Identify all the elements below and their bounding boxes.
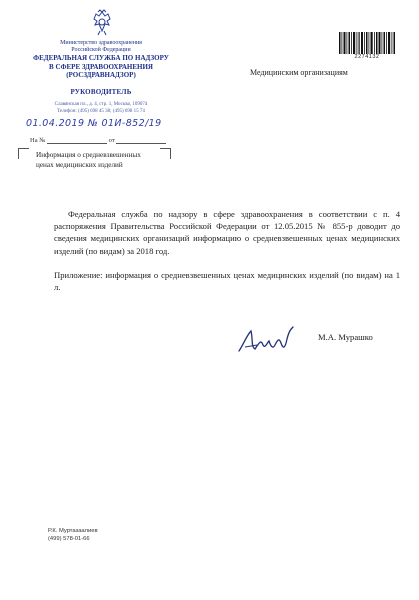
agency-address (26, 102, 176, 115)
ministry-name (26, 40, 176, 54)
barcode-icon (339, 32, 395, 54)
handwritten-signature-icon (237, 325, 299, 355)
executor-phone: (499) 578-01-66 (48, 536, 90, 542)
reply-middle: от (108, 137, 115, 144)
subject (36, 150, 186, 170)
executor-name: Р.К. Муртазаалиев (48, 528, 98, 534)
reply-prefix: На № (30, 137, 46, 144)
barcode-number: 2274132 (354, 54, 380, 60)
reply-date-blank (116, 143, 166, 144)
signer-name: М.А. Мурашко (318, 332, 373, 342)
attachment-note: Приложение: информация о средневзвешенных ценах медицинских изделий (по видам) на 1 л. (54, 270, 400, 293)
ministry-line: Российской Федерации (71, 47, 131, 53)
agency-line: ФЕДЕРАЛЬНАЯ СЛУЖБА ПО НАДЗОРУ (33, 54, 169, 62)
address-line: Славянская пл., д. 4, стр. 1, Москва, 109074 (54, 102, 148, 107)
subject-line: ценах медицинских изделий (36, 161, 123, 169)
reply-reference-line (30, 137, 200, 144)
head-title: РУКОВОДИТЕЛЬ (70, 88, 132, 96)
coat-of-arms-icon (88, 9, 116, 37)
body-paragraph: Федеральная служба по надзору в сфере здравоохранения в соответствии с п. 4 распоряжения Правительства Российской Федерации от 12.05.2015 № 855-р доводит до сведения медицинских организаций информацию о средневзвешенных ценах медицинских изделий (по видам) за 2018 год. (54, 209, 400, 256)
address-line: Телефон: (495) 698 45 38; (495) 698 15 74 (57, 108, 145, 114)
agency-line: В СФЕРЕ ЗДРАВООХРАНЕНИЯ (49, 62, 153, 71)
agency-name (26, 54, 176, 80)
executor-info (48, 527, 98, 543)
subject-line: Информация о средневзвешенных (36, 151, 141, 159)
ministry-line: Министерство здравоохранения (60, 40, 142, 46)
recipient: Медицинским организациям (250, 68, 348, 77)
agency-line: (РОСЗДРАВНАДЗОР) (66, 71, 136, 79)
subject-bracket-left (18, 148, 29, 159)
handwritten-date-number: 01.04.2019 № 01И-852/19 (26, 118, 162, 129)
reply-number-blank (47, 143, 107, 144)
